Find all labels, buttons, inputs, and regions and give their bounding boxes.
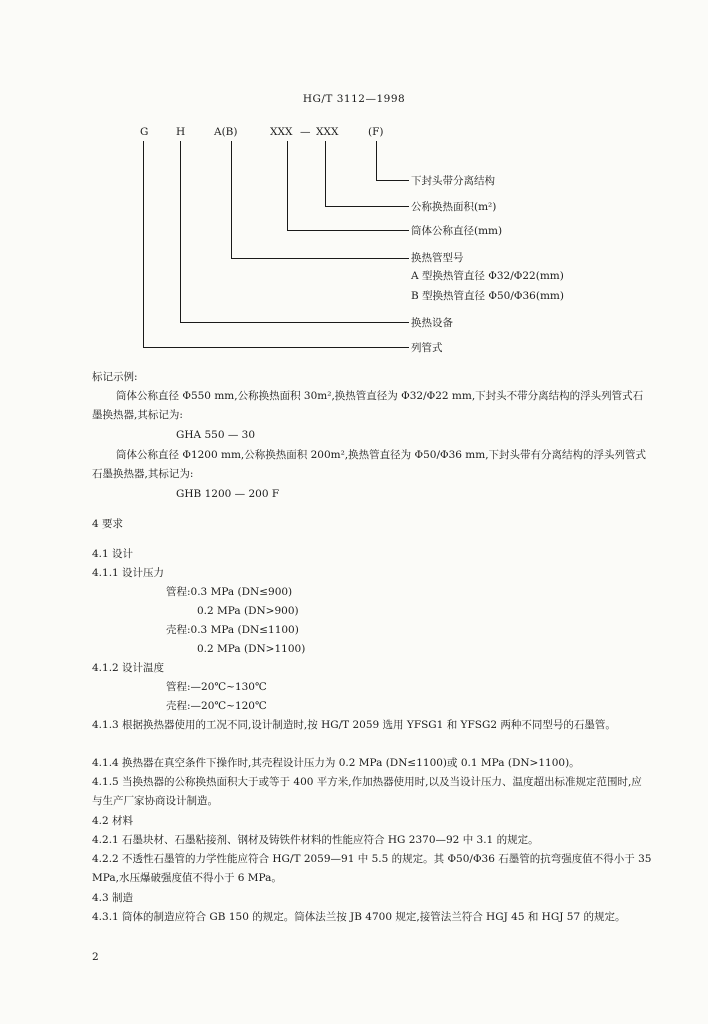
code-diameter-xxx: XXX: [270, 126, 293, 138]
connector-area-horizontal: [325, 206, 409, 207]
label-equipment: 换热设备: [411, 317, 453, 329]
section-4-1-heading: 4.1 设计: [92, 548, 134, 560]
pressure-tube-1: 管程:0.3 MPa (DN≤900): [166, 586, 293, 598]
example-1-text: 筒体公称直径 Φ550 mm,公称换热面积 30m²,换热管直径为 Φ32/Φ22 mm,下封头不带分离结构的浮头列管式石墨换热器,其标记为:: [92, 390, 644, 421]
section-4-1-1-heading: 4.1.1 设计压力: [92, 567, 165, 579]
code-letter-h: H: [176, 126, 186, 138]
examples-heading: 标记示例:: [92, 371, 138, 383]
connector-equipment-horizontal: [180, 322, 409, 323]
connector-f-vertical: [376, 141, 377, 181]
code-letter-ab: A(B): [214, 126, 238, 138]
section-4-2-heading: 4.2 材料: [92, 815, 134, 827]
pressure-tube-2: 0.2 MPa (DN>900): [197, 605, 299, 617]
example-2-text: 筒体公称直径 Φ1200 mm,公称换热面积 200m²,换热管直径为 Φ50/Φ36 mm,下封头带有分离结构的浮头列管式石墨换热器,其标记为:: [92, 449, 647, 480]
connector-diameter-horizontal: [287, 230, 409, 231]
section-4-2-2: 4.2.2 不透性石墨管的力学性能应符合 HG/T 2059—91 中 5.5 的规定。其 Φ50/Φ36 石墨管的抗弯强度值不得小于 35 MPa,水压爆破强度值不得小于 6 MPa。: [92, 853, 652, 884]
section-4-3-heading: 4.3 制造: [92, 892, 134, 904]
temperature-shell: 壳程:—20℃~120℃: [166, 700, 267, 712]
example-2-mark: GHB 1200 — 200 F: [176, 488, 280, 500]
pressure-shell-1: 壳程:0.3 MPa (DN≤1100): [166, 624, 299, 636]
pressure-shell-2: 0.2 MPa (DN>1100): [197, 643, 306, 655]
connector-tube-horizontal: [231, 258, 409, 259]
temperature-tube: 管程:—20℃~130℃: [166, 681, 267, 693]
connector-f-horizontal: [376, 180, 409, 181]
connector-tube-vertical: [231, 141, 232, 259]
label-lower-head: 下封头带分离结构: [411, 175, 495, 187]
section-4-3-1: 4.3.1 筒体的制造应符合 GB 150 的规定。筒体法兰按 JB 4700 规定,接管法兰符合 HGJ 45 和 HGJ 57 的规定。: [92, 911, 626, 923]
example-1-mark: GHA 550 — 30: [176, 429, 256, 441]
label-area: 公称换热面积(m²): [411, 201, 497, 213]
standard-number: HG/T 3112—1998: [302, 93, 406, 105]
connector-tubular-vertical: [143, 141, 144, 348]
section-4-2-1: 4.2.1 石墨块材、石墨粘接剂、钢材及铸铁件材料的性能应符合 HG 2370—92 中 3.1 的规定。: [92, 834, 539, 846]
section-4-1-3: 4.1.3 根据换热器使用的工况不同,设计制造时,按 HG/T 2059 选用 YFSG1 和 YFSG2 两种不同型号的石墨管。: [92, 719, 616, 731]
connector-area-vertical: [325, 141, 326, 207]
page-number: 2: [92, 951, 99, 963]
section-4-1-4: 4.1.4 换热器在真空条件下操作时,其壳程设计压力为 0.2 MPa (DN≤1100)或 0.1 MPa (DN>1100)。: [92, 757, 580, 769]
label-tube-type: 换热管型号: [411, 252, 464, 264]
connector-equipment-vertical: [180, 141, 181, 323]
section-4-heading: 4 要求: [92, 518, 124, 530]
section-4-1-2-heading: 4.1.2 设计温度: [92, 662, 165, 674]
connector-diameter-vertical: [287, 141, 288, 231]
code-dash: —: [300, 126, 311, 138]
label-tubular: 列管式: [411, 342, 443, 354]
label-tube-b: B 型换热管直径 Φ50/Φ36(mm): [411, 290, 564, 302]
code-area-xxx: XXX: [316, 126, 339, 138]
section-4-1-5: 4.1.5 当换热器的公称换热面积大于或等于 400 平方米,作加热器使用时,以及当设计压力、温度超出标准规定范围时,应与生产厂家协商设计制造。: [92, 776, 642, 807]
code-letter-f: (F): [368, 126, 384, 138]
label-tube-a: A 型换热管直径 Φ32/Φ22(mm): [411, 270, 564, 282]
code-letter-g: G: [140, 126, 149, 138]
connector-tubular-horizontal: [143, 347, 409, 348]
label-diameter: 筒体公称直径(mm): [411, 225, 503, 237]
